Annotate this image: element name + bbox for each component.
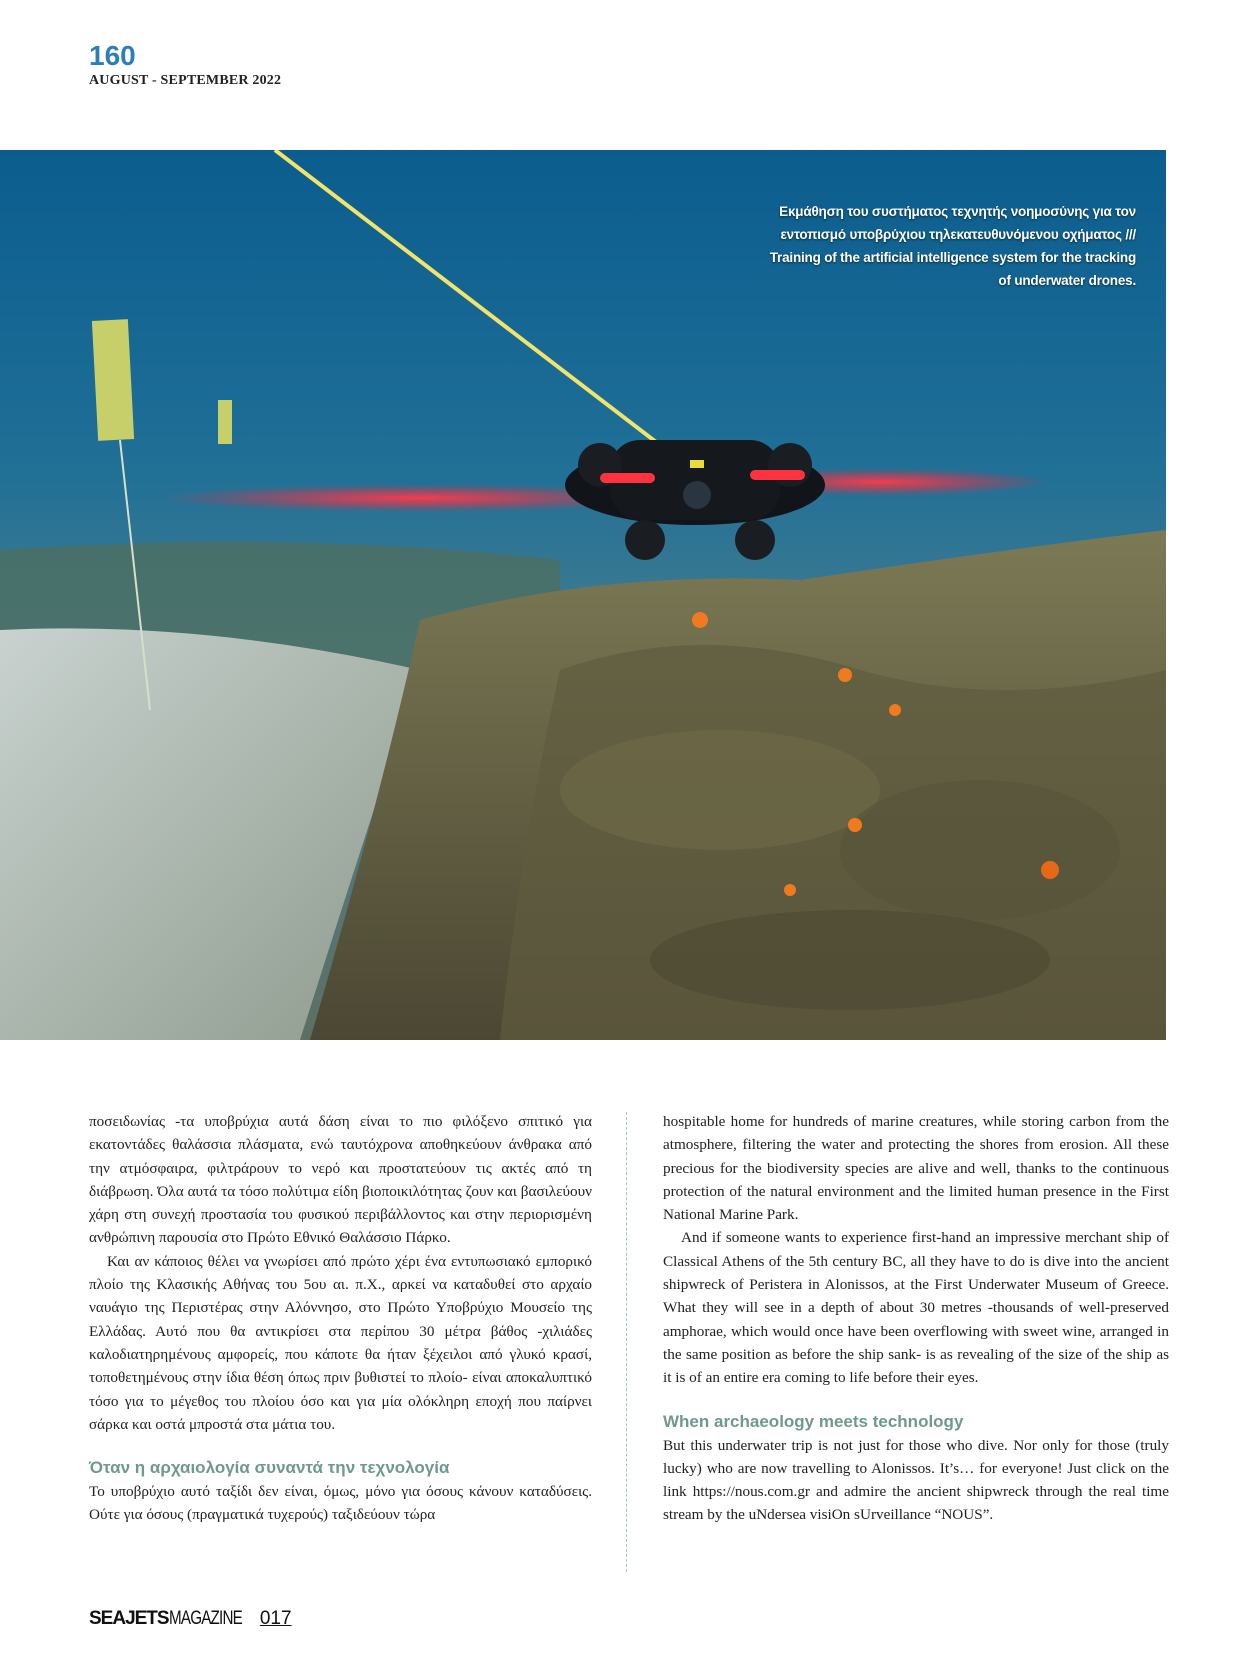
right-section-heading: When archaeology meets technology <box>663 1411 964 1431</box>
right-paragraph-1: hospitable home for hundreds of marine creatures, while storing carbon from the atmosphere, filtering the water and protecting the shores from erosion. All these precious for the biodiversity species are alive and well, thanks to the continuous protection of the natural environment and the limited human presence in the First National Marine Park. <box>663 1113 1169 1224</box>
issue-date: AUGUST - SEPTEMBER 2022 <box>89 73 282 88</box>
page-number: 160 <box>89 40 136 71</box>
footer-issue-number: 017 <box>259 1608 292 1629</box>
left-section-heading: Όταν η αρχαιολογία συναντά την τεχνολογία <box>89 1458 450 1478</box>
left-paragraph-1: ποσειδωνίας -τα υποβρύχια αυτά δάση είναι το πιο φιλόξενο σπιτικό για εκατοντάδες θαλάσσια πλάσματα, ενώ ταυτόχρονα αποθηκεύουν άνθρακα από την ατμόσφαιρα, φιλτράρουν το νερό και προστατεύουν τις ακτές από τη διάβρωση. Όλα αυτά τα τόσο πολύτιμα είδη βιοποικιλότητας ζουν και βασιλεύουν χάρη στη συνεχή προστασία του φυσικού περιβάλλοντος και στην περιορισμένη ανθρώπινη παρουσία στο Πρώτο Εθνικό Θαλάσσιο Πάρκο. <box>89 1113 592 1247</box>
underwater-drone-photo <box>0 150 1166 1040</box>
photo-caption: Εκμάθηση του συστήματος τεχνητής νοημοσύνης για τον εντοπισμό υποβρύχιου τηλεκατευθυνόμενου οχήματος /// Training of the artificial intelligence system for the tracking of underwater drones. <box>769 204 1136 288</box>
footer-logo <box>89 1609 292 1628</box>
left-paragraph-3: Το υποβρύχιο αυτό ταξίδι δεν είναι, όμως, μόνο για όσους κάνουν καταδύσεις. Ούτε για όσους (πραγματικά τυχερούς) ταξιδεύουν τώρα <box>89 1483 592 1524</box>
footer-brand: SEAJETS <box>89 1608 169 1629</box>
right-paragraph-3: But this underwater trip is not just for those who dive. Nor only for those (truly lucky) who are now travelling to Alonissos. It’s… for everyone! Just click on the link https://nous.com.gr and admire the ancient shipwreck through the real time stream by the uNdersea visiOn sUrveillance “NOUS”. <box>663 1436 1169 1524</box>
right-paragraph-2: And if someone wants to experience first-hand an impressive merchant ship of Classical Athens of the 5th century BC, all they have to do is dive into the ancient shipwreck of Peristera in Alonissos, at the First Underwater Museum of Greece. What they will see in a depth of about 30 metres -thousands of well-preserved amphorae, which would once have been overflowing with sweet wine, arranged in the same position as before the ship sank- is as revealing of the size of the ship as it is of an entire era coming to life before their eyes. <box>663 1229 1169 1387</box>
column-divider <box>626 1112 627 1572</box>
footer-magazine: MAGAZINE <box>168 1608 242 1629</box>
right-column-english <box>663 1110 1169 1527</box>
left-paragraph-2: Και αν κάποιος θέλει να γνωρίσει από πρώτο χέρι ένα εντυπωσιακό εμπορικό πλοίο της Κλασικής Αθήνας του 5ου αι. π.Χ., αρκεί να καταδυθεί στο αρχαίο ναυάγιο της Περιστέρας στην Αλόννησο, στο Πρώτο Υποβρύχιο Μουσείο της Ελλάδας. Αυτό που θα αντικρίσει στα περίπου 30 μέτρα βάθος -χιλιάδες καλοδιατηρημένους αμφορείς, που κάποτε θα ήταν ξέχειλοι από γλυκό κρασί, τοποθετημένους στην ίδια θέση όπως πριν βυθιστεί το πλοίο- είναι αποκαλυπτικό τόσο για το μέγεθος του πλοίου όσο και για μία ολόκληρη εποχή που παίρνει σάρκα και οστά μπροστά στα μάτια του. <box>89 1252 592 1433</box>
left-column-greek <box>89 1110 592 1527</box>
